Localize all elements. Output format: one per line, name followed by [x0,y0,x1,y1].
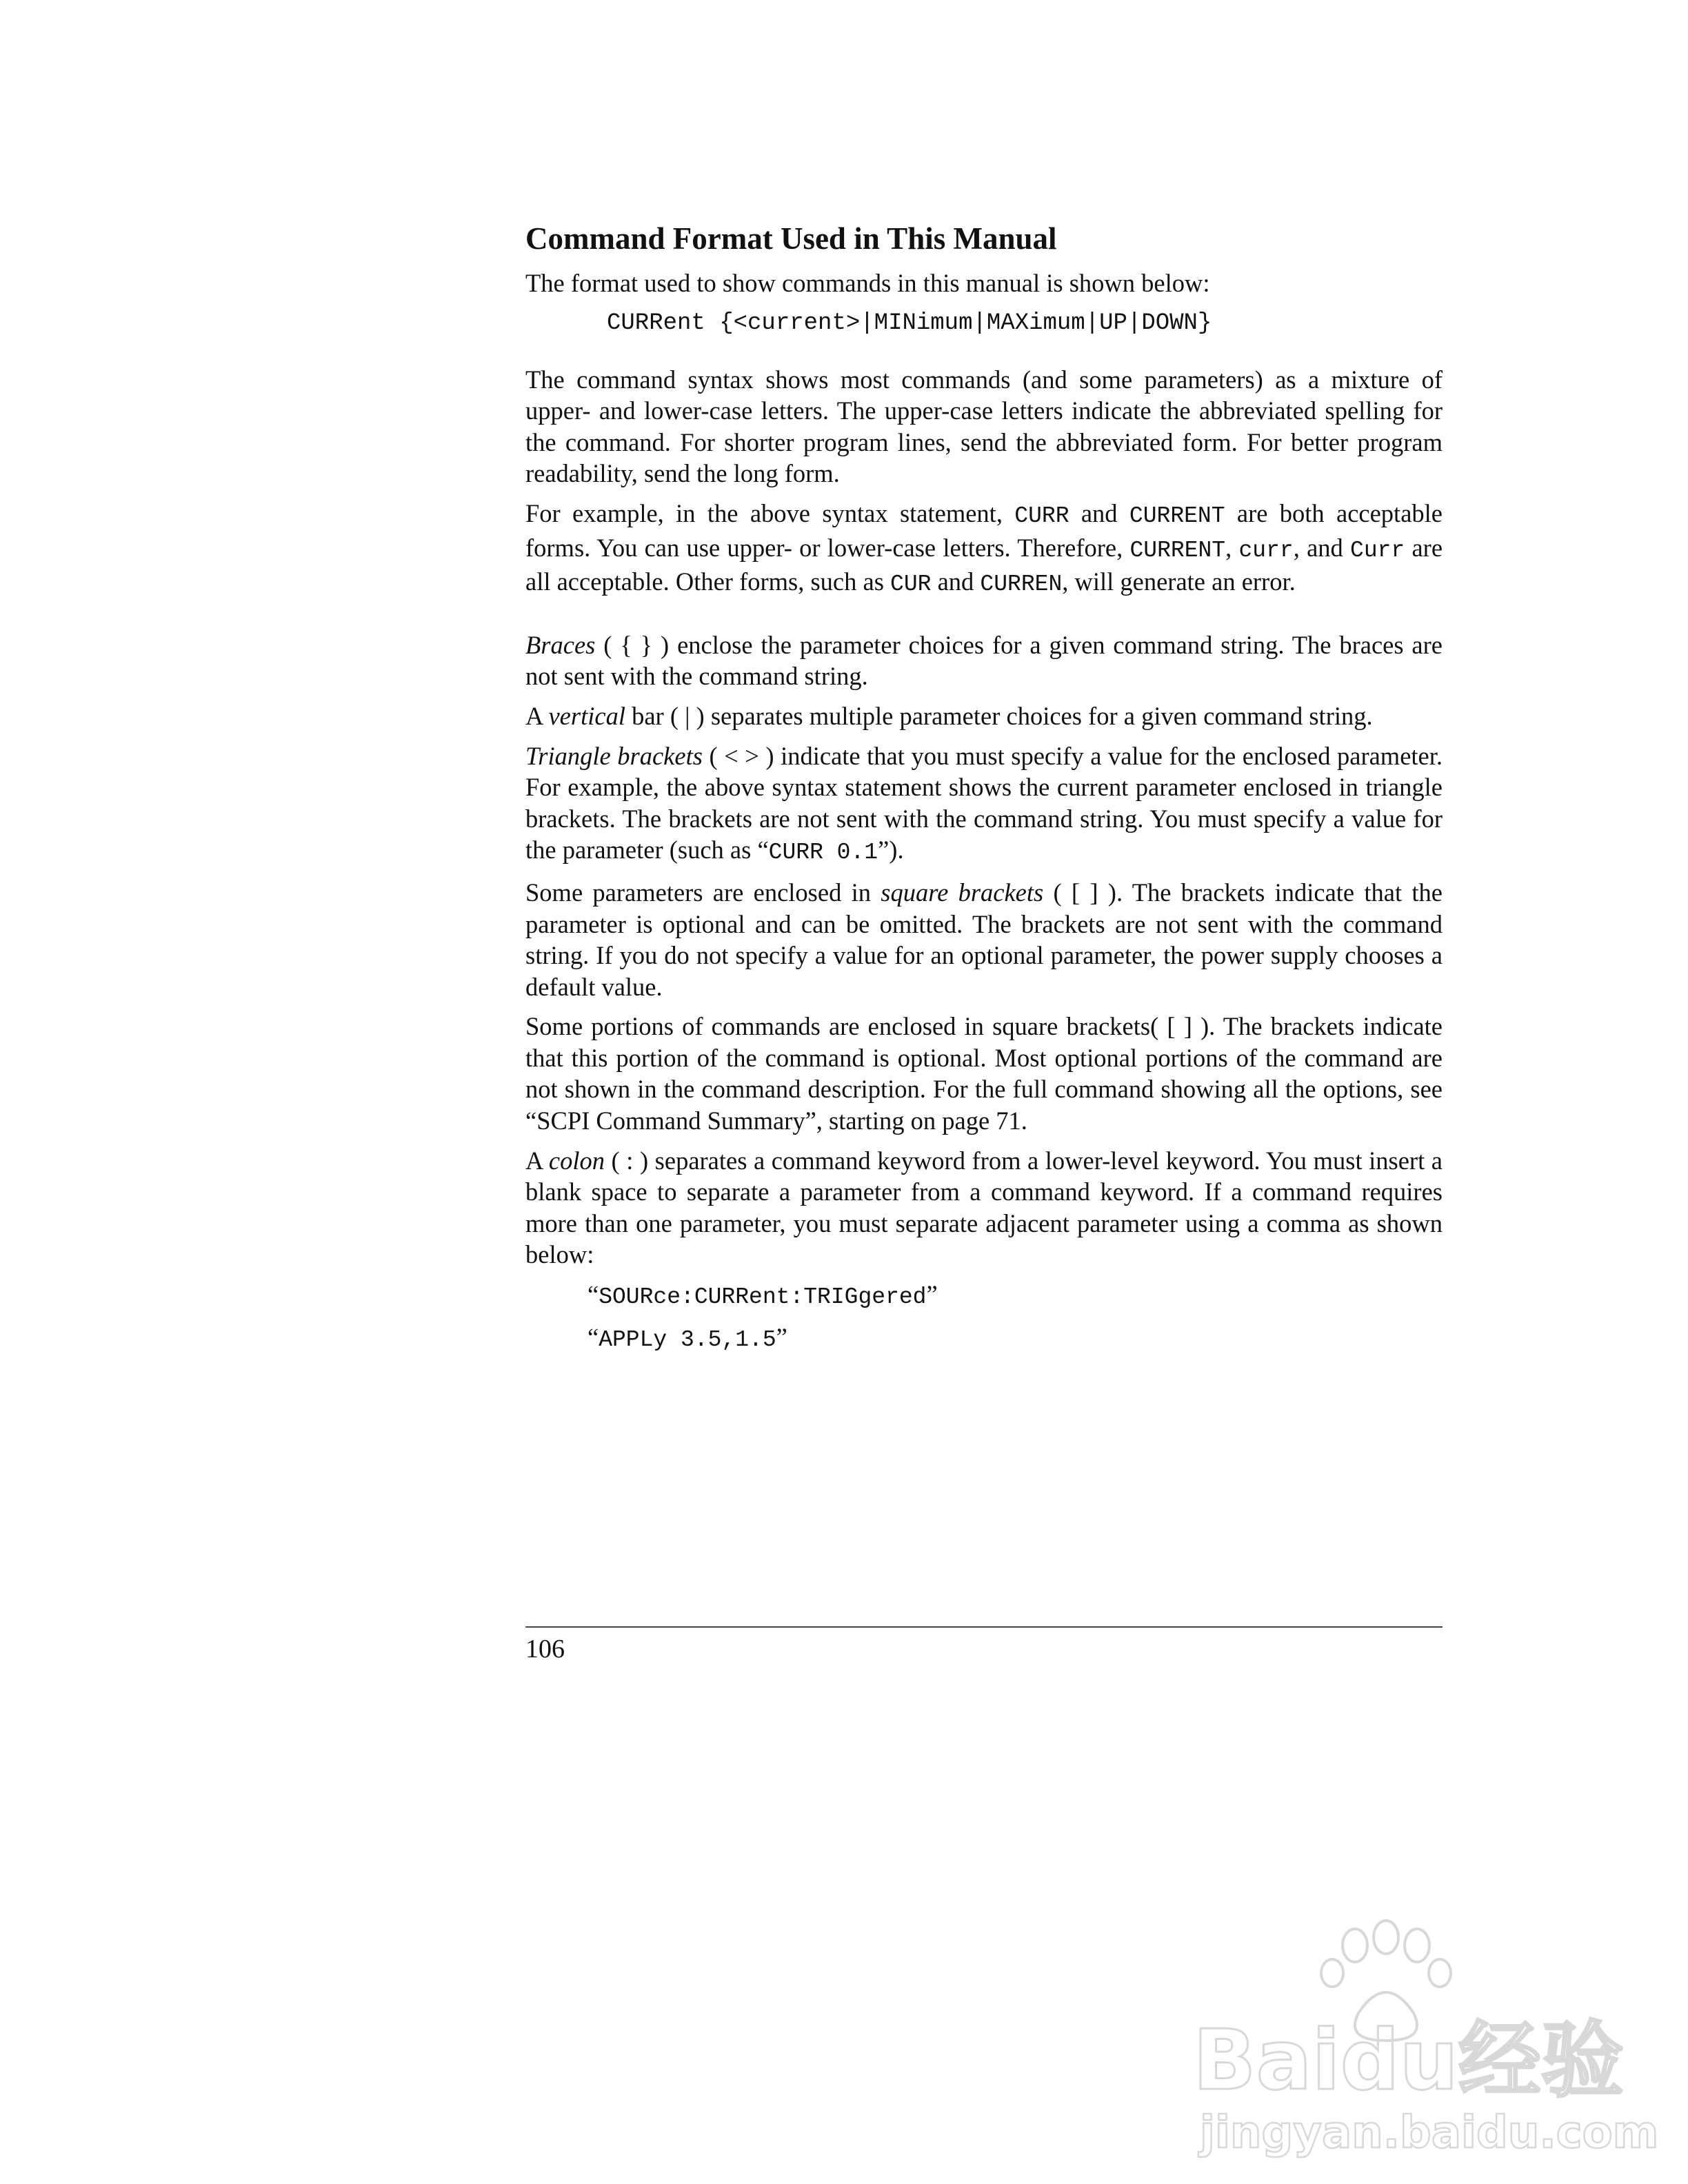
text: ( { } ) enclose the parameter choices for a given command string. The braces are not sent with the command string. [525,630,1443,691]
text: , will generate an error. [1062,567,1296,596]
intro-paragraph: The format used to show commands in this manual is shown below: [525,269,1210,297]
code-example: SOURce:CURRent:TRIGgered [599,1284,927,1311]
paragraph-colon [525,1145,1443,1271]
code-term: CURRENT [1129,503,1225,529]
code-term: CUR [890,572,932,598]
paragraph-braces [525,629,1443,692]
text: and [1069,498,1129,527]
term-colon: colon [548,1146,605,1175]
text: are all acceptable. Other forms, such as [525,533,1443,596]
paragraph-optional-portions: Some portions of commands are enclosed in square brackets( [ ] ). The brackets indicate that this portion of the command is optional. Most optional portions of the command are not shown in the command description. For the full command showing all the options, see “SCPI Command Summary”, starting on page 71. [525,1012,1443,1135]
text: ( [ ] ). The brackets indicate that the parameter is optional and can be omitted. The brackets are not sent with the command string. If you do not specify a value for an optional parameter, the power supply chooses a default value. [525,878,1443,1001]
paragraph-example-forms [525,498,1443,600]
term-triangle-brackets: Triangle brackets [525,741,703,770]
text: , [1225,533,1239,562]
paragraph-vertical-bar [525,700,1443,732]
paragraph-case-letters: The command syntax shows most commands (and some parameters) as a mixture of upper- and lower-case letters. The upper-case letters indicate the abbreviated spelling for the command. For shorter program lines, send the abbreviated form. For better program readability, send the long form. [525,365,1443,488]
footer-rule [525,1626,1443,1628]
text: ( : ) separates a command keyword from a lower-level keyword. You must insert a blank space to separate a parameter from a command keyword. If a command requires more than one parameter, you must separate adjacent parameter using a comma as shown below: [525,1146,1443,1269]
text: ”). [878,836,904,865]
text: are both acceptable forms. You can use upper- or lower-case letters. Therefore, [525,498,1443,562]
quote-open: “ [587,1323,599,1352]
term-square-brackets: square brackets [881,878,1044,907]
quote-open: “ [587,1280,599,1309]
text: Some parameters are enclosed in [525,878,881,907]
watermark-url: jingyan.baidu.com [1200,2107,1659,2158]
spacer [525,609,1443,629]
text: and [931,567,981,596]
code-term: CURREN [980,572,1063,598]
term-braces: Braces [525,630,596,659]
code-term: CURR [1014,503,1069,529]
page-body [525,219,1443,1364]
watermark [1186,1910,1659,2165]
quote-close: ” [776,1323,787,1352]
text: A [525,701,549,730]
code-example: APPLy 3.5,1.5 [599,1327,776,1353]
code-term: CURRENT [1129,537,1226,563]
example-line [587,1279,1443,1313]
term-vertical: vertical [548,701,625,730]
paragraph-square-brackets [525,877,1443,1002]
text: bar ( | ) separates multiple parameter choices for a given command string. [625,701,1373,730]
example-line [587,1322,1443,1356]
code-term: Curr [1350,537,1405,563]
code-term: CURR 0.1 [768,840,878,866]
section-heading: Command Format Used in This Manual [525,221,1057,256]
text: For example, in the above syntax statement, [525,498,1015,527]
paragraph-triangle-brackets [525,740,1443,869]
text: A [525,1146,549,1175]
text: ( < > ) indicate that you must specify a value for the enclosed parameter. For example, the above syntax statement shows the current parameter enclosed in triangle brackets. The brackets are not sent with the command string. You must specify a value for the parameter (such as “ [525,741,1443,865]
syntax-statement: CURRent {<current>|MINimum|MAXimum|UP|DOWN} [607,310,1212,336]
quote-close: ” [926,1280,938,1309]
watermark-text [1186,1910,1659,2165]
code-term: curr [1238,537,1294,563]
text: , and [1293,533,1351,562]
page-number: 106 [525,1635,565,1664]
watermark-brand: Baidu经验 [1193,2013,1624,2109]
